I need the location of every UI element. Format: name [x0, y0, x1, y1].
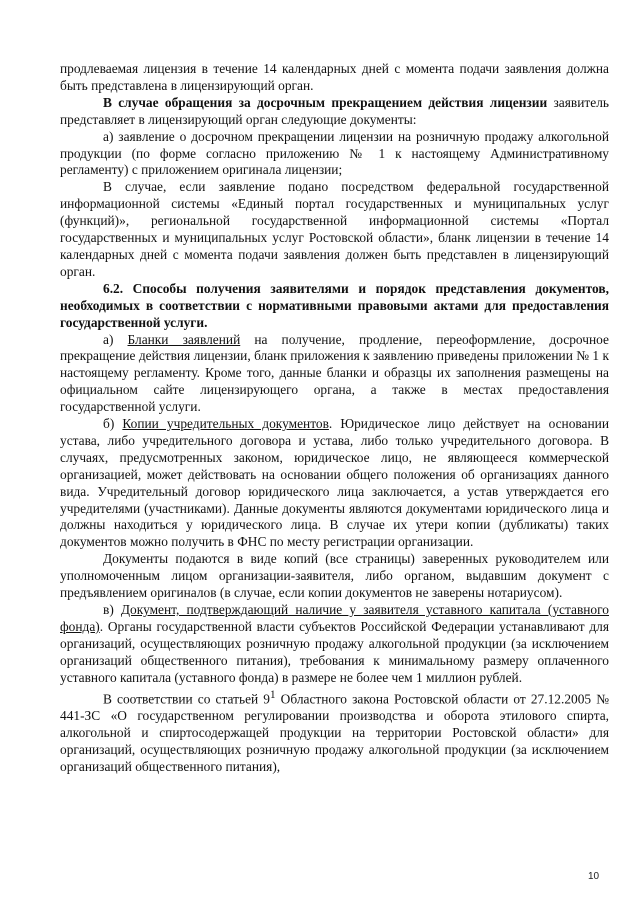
section-heading-6-2: 6.2. Способы получения заявителями и порядок представления документов, необходимых в соответствии с нормативными правовыми актами для предоставления государственной услуги. — [60, 280, 609, 330]
paragraph-item-a-forms — [60, 332, 609, 417]
item-b-text: . Юридическое лицо действует на основании устава, либо учредительного договора и устава, либо только учредительного договора. В случаях, предусмотренных законом, юридическое лицо, не являющееся коммерческой организацией, может действовать на основании общего положения об организациях данного вида. Учредительный договор юридического лица заключается, а устав утверждается его учредителями (участниками). Данные документы являются документами юридического лица и должны находиться у юридического лица. В случае их утери копии (дубликаты) таких документов можно получить в ФНС по месту регистрации организации. — [60, 416, 609, 550]
paragraph-item-b-founding-docs — [60, 416, 609, 551]
paragraph-item-a-application: а) заявление о досрочном прекращении лицензии на розничную продажу алкогольной продукции (по форме согласно приложению № 1 к настоящему Административному регламенту) с приложением оригинала лицензии; — [60, 128, 609, 178]
paragraph-regional-law — [60, 687, 609, 776]
paragraph-license-return: продлеваемая лицензия в течение 14 календарных дней с момента подачи заявления должна быть представлена в лицензирующий орган. — [60, 61, 609, 93]
regional-law-text-start: В соответствии со статьей 9 — [103, 691, 270, 706]
item-a-text: на получение, продление, переоформление, досрочное прекращение действия лицензии, бланк приложения к заявлению приведены приложении № 1 к настоящему регламенту. Кроме того, данные бланки и образцы их заполнения размещены на официальном сайте лицензирующего органа, а также в местах предоставления государственной услуги. — [60, 331, 609, 415]
paragraph-copies-submission: Документы подаются в виде копий (все страницы) заверенных руководителем или уполномоченным лицом организации-заявителя, либо органом, выдавшим документ с предъявлением оригиналов (в случае, если копии документов не заверены нотариусом). — [60, 551, 609, 601]
page-number: 10 — [588, 871, 600, 882]
early-termination-text: заявитель представляет в лицензирующий орган следующие документы: — [60, 94, 609, 127]
early-termination-heading: В случае обращения за досрочным прекращением действия лицензии — [103, 94, 548, 110]
item-a-prefix: а) — [103, 331, 128, 347]
item-v-underlined-term: Документ, подтверждающий наличие у заявителя уставного капитала (уставного фонда) — [60, 602, 609, 634]
paragraph-item-v-capital — [60, 602, 609, 687]
item-a-underlined-term: Бланки заявлений — [127, 331, 241, 347]
item-v-text: . Органы государственной власти субъектов Российской Федерации устанавливают для организаций, осуществляющих розничную продажу алкогольной продукции (за исключением организаций общественного питания), требования к минимальному размеру оплаченного уставного капитала (уставного фонда) в размере не более чем 1 миллион рублей. — [60, 618, 609, 685]
paragraph-early-termination — [60, 95, 609, 129]
item-v-prefix: в) — [103, 602, 121, 617]
paragraph-portal-submission: В случае, если заявление подано посредством федеральной государственной информационной системы «Единый портал государственных и муниципальных услуг (функций)», региональной государственной информационной системы «Портал государственных и муниципальных услуг Ростовской области», бланк лицензии в течение 14 календарных дней с момента подачи заявления должен быть представлен в лицензирующий орган. — [60, 179, 609, 279]
article-superscript: 1 — [270, 688, 276, 701]
regional-law-text-end: Областного закона Ростовской области от 27.12.2005 № 441-ЗС «О государственном регулировании производства и оборота этилового спирта, алкогольной и спиртосодержащей продукции на территории Ростовской области» для организаций, осуществляющих розничную продажу алкогольной продукции (за исключением организаций общественного питания), — [60, 691, 609, 774]
item-b-prefix: б) — [103, 416, 123, 432]
item-b-underlined-term: Копии учредительных документов — [122, 416, 329, 432]
